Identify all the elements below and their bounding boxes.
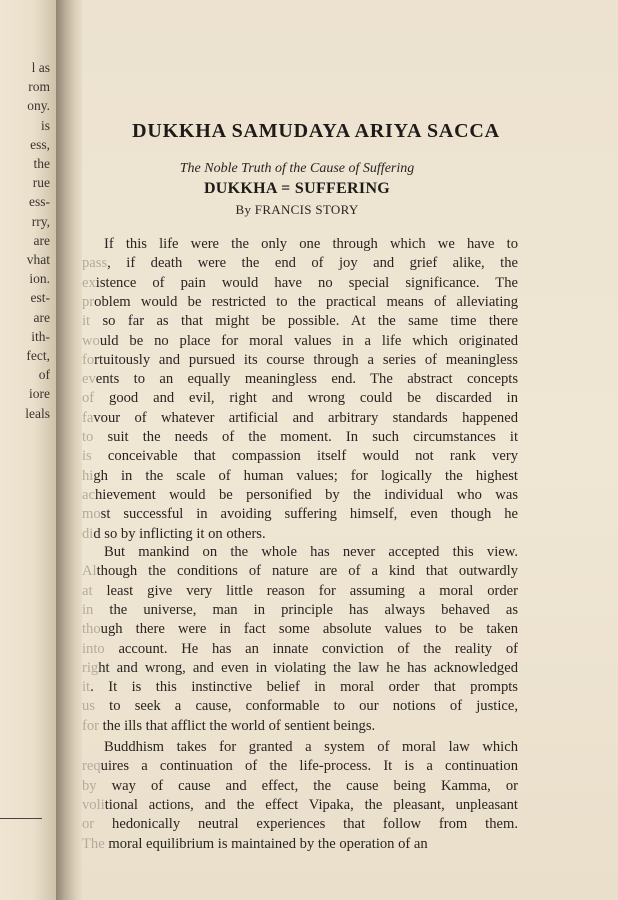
faded-text: pr xyxy=(82,293,95,310)
body-line xyxy=(82,428,518,447)
faded-text: mo xyxy=(82,506,101,523)
line-text: ugh there were in fact some absolute values to be taken xyxy=(100,621,518,638)
line-text: account. He has an innate conviction of the reality of xyxy=(104,640,518,657)
line-text: hievement would be personified by the individual who was xyxy=(94,486,518,503)
left-page-fragment: leals xyxy=(25,405,50,421)
left-page-fragment: are xyxy=(33,232,50,248)
body-line xyxy=(82,525,518,544)
body-line xyxy=(82,815,518,834)
body-line xyxy=(82,601,518,620)
faded-text: Al xyxy=(82,563,97,580)
faded-text: rig xyxy=(82,659,99,676)
faded-text: at xyxy=(82,582,93,599)
body-line xyxy=(82,447,518,466)
body-line xyxy=(82,332,518,351)
faded-text: voli xyxy=(82,796,105,813)
line-text: oblem would be restricted to the practical means of alleviating xyxy=(94,293,518,310)
article-subtitle: The Noble Truth of the Cause of Suffering xyxy=(179,161,415,176)
line-text: though the conditions of nature are of a kind that outwardly xyxy=(96,563,518,580)
right-page xyxy=(82,0,618,900)
faded-text: ev xyxy=(82,371,96,388)
body-line xyxy=(82,274,518,293)
line-text: to seek a cause, conformable to our notions of justice, xyxy=(94,698,518,715)
left-page-fragment: iore xyxy=(29,386,50,402)
body-line xyxy=(82,697,518,716)
faded-text: into xyxy=(82,640,105,657)
left-page-fragment: ess- xyxy=(29,194,50,210)
body-line xyxy=(82,835,518,854)
line-text: istence of pain would have no special significance. The xyxy=(95,274,518,291)
faded-text: in xyxy=(82,601,94,618)
body-line xyxy=(82,562,518,581)
line-text: st successful in avoiding suffering himself, even though he xyxy=(100,506,518,523)
left-page-fragment: est- xyxy=(30,290,50,306)
line-text: good and evil, right and wrong could be discarded in xyxy=(94,390,518,407)
line-text: vour of whatever artificial and arbitrary standards happened xyxy=(93,409,518,426)
faded-text: ex xyxy=(82,274,96,291)
line-text: If this life were the only one through which we have to xyxy=(104,236,518,252)
article-title: DUKKHA SAMUDAYA ARIYA SACCA xyxy=(132,120,500,142)
line-text: suit the needs of the moment. In such circumstances it xyxy=(93,429,518,445)
body-line xyxy=(82,409,518,428)
line-text: d so by inflicting it on others. xyxy=(93,525,266,542)
body-line xyxy=(82,777,518,796)
faded-text: hi xyxy=(82,467,94,484)
body-line xyxy=(82,505,518,524)
body-line xyxy=(82,717,518,736)
left-page-fragment: fect, xyxy=(26,348,50,363)
line-text: Buddhism takes for granted a system of moral law which xyxy=(104,739,518,755)
line-text: the universe, man in principle has always behaved as xyxy=(93,601,518,618)
faded-text: is xyxy=(82,448,92,465)
line-text: . It is this instinctive belief in moral order that prompts xyxy=(90,679,518,696)
faded-text: wo xyxy=(82,332,100,349)
line-text: so far as that might be possible. At the same time there xyxy=(90,313,518,330)
line-text: way of cause and effect, the cause being Kamma, or xyxy=(96,777,518,794)
body-line xyxy=(82,796,518,815)
line-text: uld be no place for moral values in a life which originated xyxy=(99,332,518,349)
line-text: least give very little reason for assuming a moral order xyxy=(92,582,518,599)
line-text: tional actions, and the effect Vipaka, the pleasant, unpleasant xyxy=(104,796,518,813)
faded-text: tho xyxy=(82,621,101,638)
line-text: rtuitously and pursued its course through a series of meaningless xyxy=(94,351,518,368)
body-line xyxy=(82,351,518,370)
faded-text: fo xyxy=(82,351,95,368)
left-page-margin xyxy=(0,0,56,900)
left-page-fragment: is xyxy=(40,117,50,133)
body-line xyxy=(82,757,518,776)
faded-text: di xyxy=(82,525,94,542)
left-page-fragment: rue xyxy=(32,175,50,191)
body-line xyxy=(82,620,518,639)
faded-text: fa xyxy=(82,409,94,426)
faded-text: The xyxy=(82,835,105,852)
line-text: ents to an equally meaningless end. The abstract concepts xyxy=(95,371,518,388)
faded-text: of xyxy=(82,390,95,407)
body-line xyxy=(82,389,518,408)
body-line xyxy=(82,370,518,389)
left-page-fragment: ony. xyxy=(27,98,50,114)
body-line xyxy=(82,293,518,312)
body-line xyxy=(82,678,518,697)
body-line xyxy=(104,543,518,562)
body-line xyxy=(82,486,518,505)
left-page-rule xyxy=(0,818,42,819)
body-line xyxy=(82,254,518,273)
line-text: moral equilibrium is maintained by the operation of an xyxy=(104,835,428,852)
faded-text: ac xyxy=(82,486,95,503)
faded-text: to xyxy=(82,429,94,445)
body-line xyxy=(82,659,518,678)
article-heading: DUKKHA = SUFFERING xyxy=(203,180,391,197)
body-line xyxy=(82,467,518,486)
line-text: ht and wrong, and even in violating the law he has acknowledged xyxy=(98,659,518,676)
body-line xyxy=(104,235,518,254)
line-text: hedonically neutral experiences that follow from them. xyxy=(94,816,518,833)
faded-text: by xyxy=(82,777,97,794)
body-line xyxy=(104,738,518,757)
body-line xyxy=(82,312,518,331)
line-text: the ills that afflict the world of sentient beings. xyxy=(99,717,376,734)
left-page-fragment: ith- xyxy=(31,328,50,344)
line-text: , if death were the end of joy and grief alike, the xyxy=(107,255,518,272)
faded-text: req xyxy=(82,758,101,775)
left-page-fragment: vhat xyxy=(26,252,50,267)
article-byline: By FRANCIS STORY xyxy=(235,202,359,217)
body-line xyxy=(82,582,518,601)
faded-text: for xyxy=(82,717,100,734)
left-page-fragment: rom xyxy=(28,79,50,95)
left-page-fragment: are xyxy=(33,309,50,325)
faded-text: it xyxy=(82,313,91,330)
left-page-fragment: of xyxy=(38,367,50,383)
left-page-fragment: the xyxy=(33,156,50,171)
line-text: gh in the scale of human values; for logically the highest xyxy=(93,467,518,484)
body-line xyxy=(82,640,518,659)
line-text: conceivable that compassion itself would not rank very xyxy=(91,448,518,465)
faded-text: us xyxy=(82,698,95,715)
faded-text: pass xyxy=(82,255,108,272)
line-text: uires a continuation of the life-process. It is a continuation xyxy=(100,758,518,775)
left-page-fragment: ion. xyxy=(29,271,50,287)
line-text: But mankind on the whole has never accepted this view. xyxy=(104,544,518,560)
faded-text: or xyxy=(82,816,95,833)
faded-text: it xyxy=(82,679,91,696)
left-page-fragment: ess, xyxy=(30,136,50,152)
left-page-fragment: rry, xyxy=(31,213,50,229)
left-page-fragment: l as xyxy=(31,60,50,75)
book-gutter xyxy=(56,0,82,900)
